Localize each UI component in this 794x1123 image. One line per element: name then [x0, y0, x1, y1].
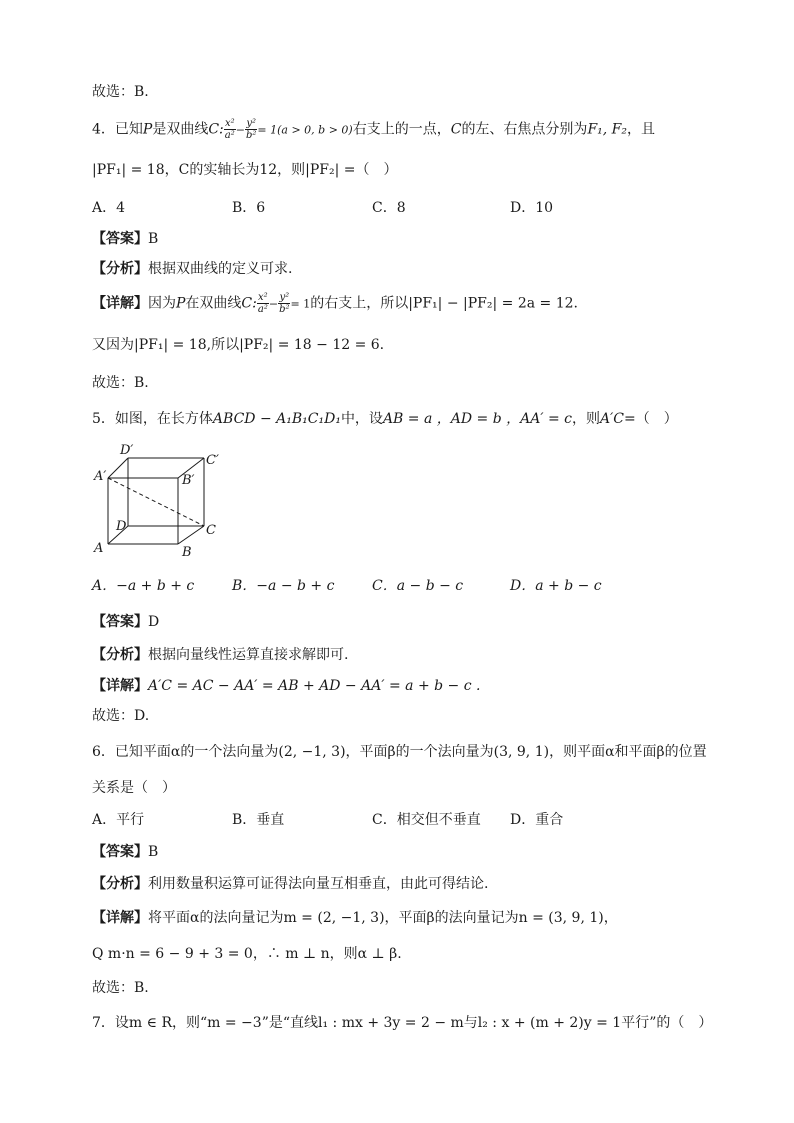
- q4-option-b: B．6: [232, 200, 266, 216]
- label-b1: B′: [182, 473, 195, 488]
- q4-answer: 【答案】B: [92, 231, 159, 247]
- q6-option-b: B．垂直: [232, 812, 285, 828]
- label-a: A: [94, 541, 104, 556]
- q4-option-c: C．8: [372, 200, 406, 216]
- curve-c: C:: [208, 121, 224, 138]
- q4-text-4: ，且: [627, 121, 655, 138]
- label-c1: C′: [206, 453, 219, 468]
- q5-option-a: A．−a + b + c: [92, 578, 195, 594]
- frac-x2-a2-2: $\frac{\text{x²}}{\text{a²}}$: [257, 292, 268, 315]
- choose-line-prev: 故选：B.: [92, 84, 149, 100]
- q6-choose: 故选：B.: [92, 980, 149, 996]
- point-p: P: [142, 121, 153, 138]
- foci: F₁, F₂: [587, 121, 627, 138]
- q4-line-2: |PF₁| = 18，C的实轴长为12，则|PF₂| =（ ）: [92, 162, 398, 178]
- curve-c-2: C: [450, 121, 462, 138]
- hyperbola-condition: = 1(a > 0, b > 0): [257, 123, 353, 137]
- q5-analysis: 【分析】根据向量线性运算直接求解即可.: [92, 647, 349, 663]
- q4-text: 是双曲线: [152, 121, 209, 138]
- q6-option-c: C．相交但不垂直: [372, 812, 481, 828]
- cuboid-name: ABCD − A₁B₁C₁D₁: [212, 411, 341, 427]
- label-c: C: [206, 523, 216, 538]
- label-a1: A′: [94, 469, 107, 484]
- label-d1: D′: [120, 443, 134, 458]
- q4-analysis: 【分析】根据双曲线的定义可求.: [92, 261, 293, 277]
- q4-detail: 【详解】因为P在双曲线C: $\frac{\text{x²}}{\text{a²}}$ − $\frac{\text{y²}}{\text{b²}}$ = 1的右支上，所以|PF₁| − |PF₂| = 2a = 12.: [92, 292, 578, 315]
- q6-option-a: A．平行: [92, 812, 145, 828]
- q4-text-3: 的左、右焦点分别为: [461, 121, 588, 138]
- q4-option-a: A．4: [92, 200, 126, 216]
- q4-text-2: 右支上的一点，: [352, 121, 451, 138]
- q6-option-d: D．重合: [510, 812, 564, 828]
- vector-settings: AB = a ，AD = b ，AA′ = c: [382, 411, 573, 427]
- q6-answer: 【答案】B: [92, 844, 159, 860]
- minus: −: [235, 123, 245, 137]
- q6-detail: 【详解】将平面α的法向量记为m = (2, −1, 3)，平面β的法向量记为n = (3, 9, 1)，: [92, 910, 618, 926]
- q6-line-1: 6．已知平面α的一个法向量为(2, −1, 3)，平面β的一个法向量为(3, 9, 1)，则平面α和平面β的位置: [92, 744, 707, 760]
- label-d: D: [116, 519, 127, 534]
- cuboid-figure: [92, 440, 232, 562]
- target-vector: A′C: [600, 411, 625, 427]
- q5-option-d: D．a + b − c: [510, 578, 602, 594]
- edge-bc: [178, 526, 204, 544]
- q4-detail-2: 又因为|PF₁| = 18,所以|PF₂| = 18 − 12 = 6.: [92, 337, 385, 353]
- frac-y2-b2: $\frac{\text{y²}}{\text{b²}}$: [245, 118, 257, 141]
- q4-line-1: [92, 118, 655, 141]
- q5-option-c: C．a − b − c: [372, 578, 464, 594]
- q6-line-2: 关系是（ ）: [92, 780, 176, 796]
- edge-a1d1: [108, 458, 128, 478]
- frac-x2-a2: $\frac{\text{x²}}{\text{a²}}$: [224, 118, 235, 141]
- label-b: B: [182, 545, 192, 560]
- frac-y2-b2-2: $\frac{\text{y²}}{\text{b²}}$: [279, 292, 290, 315]
- q4-option-d: D．10: [510, 200, 554, 216]
- q5-option-b: B．−a − b + c: [232, 578, 335, 594]
- q7-line-1: 7．设m ∈ R，则“m = −3”是“直线l₁ : mx + 3y = 2 − m与l₂ : x + (m + 2)y = 1平行”的（ ）: [92, 1015, 713, 1031]
- q5-line-1: 5．如图，在长方体ABCD − A₁B₁C₁D₁中，设AB = a ，AD = b ，AA′ = c，则A′C=（ ）: [92, 411, 678, 427]
- q4-prefix: 4．已知: [92, 121, 143, 138]
- q6-analysis: 【分析】利用数量积运算可证得法向量互相垂直，由此可得结论.: [92, 876, 489, 892]
- q5-detail: 【详解】A′C = AC − AA′ = AB + AD − AA′ = a + b − c .: [92, 678, 481, 694]
- q5-choose: 故选：D.: [92, 708, 150, 724]
- q4-choose: 故选：B.: [92, 375, 149, 391]
- q6-detail-2: Q m·n = 6 − 9 + 3 = 0，∴ m ⊥ n，则α ⊥ β.: [92, 946, 402, 962]
- q5-answer: 【答案】D: [92, 614, 160, 630]
